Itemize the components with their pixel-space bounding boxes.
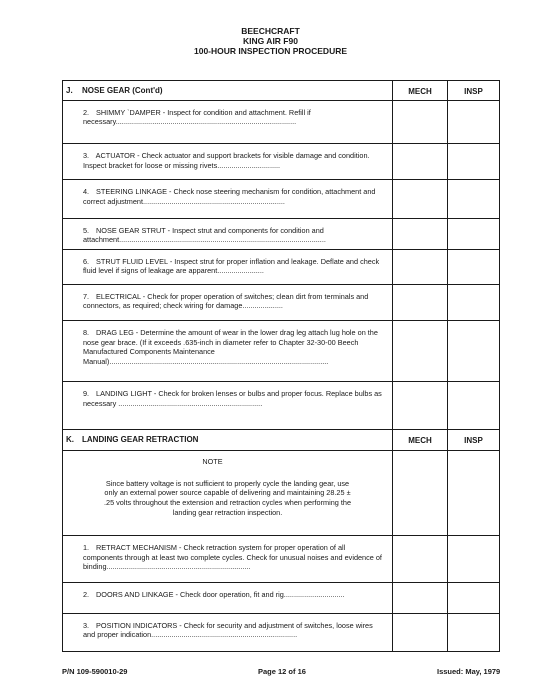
inspection-item-row — [63, 613, 500, 651]
section-k-header-row — [63, 429, 500, 451]
inspection-item-row — [63, 284, 500, 320]
note-text: Since battery voltage is not sufficient to properly cycle the landing gear, use only an external power source capable of delivering and maintaining 28.25 ± .25 volts throughout the extension and retraction cycles when performing the landing gear retraction inspection. — [103, 478, 352, 517]
mech-signoff-box[interactable] — [393, 613, 448, 651]
insp-signoff-box[interactable] — [448, 218, 500, 249]
aircraft-model: KING AIR F90 — [243, 36, 298, 46]
section-k-letter: K. — [66, 434, 74, 444]
inspection-item-row — [63, 320, 500, 381]
item-strut-fluid-level: 6. STRUT FLUID LEVEL - Inspect strut for proper inflation and leakage. Deflate and check fluid level if signs of leakage are apparent....................... — [83, 256, 380, 276]
insp-column-header: INSP — [448, 81, 500, 101]
mech-signoff-box[interactable] — [393, 144, 448, 180]
document-title: 100-HOUR INSPECTION PROCEDURE — [193, 46, 348, 56]
item-shimmy-damper: 2. SHIMMY `DAMPER - Inspect for condition and attachment. Refill if necessary......................................................................................... — [83, 107, 311, 127]
inspection-item-row — [63, 218, 500, 249]
insp-signoff-box[interactable] — [448, 100, 500, 143]
mech-column-header: MECH — [393, 429, 448, 451]
inspection-table — [62, 80, 500, 652]
section-j-letter: J. — [66, 86, 73, 95]
mech-signoff-box[interactable] — [393, 451, 448, 536]
inspection-item-row — [63, 249, 500, 284]
section-k-title-cell — [63, 429, 393, 451]
item-nose-gear-strut: 5. NOSE GEAR STRUT - Inspect strut and components for condition and attachment...................................................................................................... — [83, 225, 326, 245]
item-doors-and-linkage: 2. DOORS AND LINKAGE - Check door operation, fit and rig.............................. — [83, 589, 345, 599]
insp-column-header: INSP — [448, 429, 500, 451]
insp-signoff-box[interactable] — [448, 284, 500, 320]
insp-signoff-box[interactable] — [448, 536, 500, 583]
section-k-title: LANDING GEAR RETRACTION — [82, 434, 199, 444]
mech-signoff-box[interactable] — [393, 100, 448, 143]
publisher-name: BEECHCRAFT — [241, 26, 300, 36]
inspection-item-row — [63, 144, 500, 180]
item-retract-mechanism: 1. RETRACT MECHANISM - Check retraction system for proper operation of all components through at least two complete cycles. Check for unusual noises and evidence of binding....................................................................... — [83, 543, 382, 572]
item-drag-leg: 8. DRAG LEG - Determine the amount of wear in the lower drag leg attach lug hole on the nose gear brace. (If it exceeds .635-inch in diameter refer to Chapter 32-30-00 Beech Manufactured Components Maintenance Manual)............................................................................................................ — [83, 327, 378, 366]
mech-signoff-box[interactable] — [393, 320, 448, 381]
mech-column-header: MECH — [393, 81, 448, 101]
insp-signoff-box[interactable] — [448, 582, 500, 613]
insp-signoff-box[interactable] — [448, 381, 500, 429]
insp-signoff-box[interactable] — [448, 451, 500, 536]
inspection-item-row — [63, 536, 500, 583]
section-j-title-cell — [63, 81, 393, 101]
note-title: NOTE — [202, 457, 223, 467]
mech-signoff-box[interactable] — [393, 218, 448, 249]
section-j-title: NOSE GEAR (Cont'd) — [82, 86, 163, 95]
section-j-header-row — [63, 81, 500, 101]
item-position-indicators: 3. POSITION INDICATORS - Check for security and adjustment of switches, loose wires and proper indication........................................................................ — [83, 620, 373, 640]
inspection-item-row — [63, 381, 500, 429]
insp-signoff-box[interactable] — [448, 144, 500, 180]
note-row — [63, 451, 500, 536]
item-electrical: 7. ELECTRICAL - Check for proper operation of switches; clean dirt from terminals and connectors, as required; check wiring for damage.................... — [83, 291, 369, 311]
note-cell — [63, 451, 393, 536]
mech-signoff-box[interactable] — [393, 249, 448, 284]
item-landing-light: 9. LANDING LIGHT - Check for broken lenses or bulbs and proper focus. Replace bulbs as necessary ....................................................................... — [83, 388, 382, 408]
insp-signoff-box[interactable] — [448, 249, 500, 284]
mech-signoff-box[interactable] — [393, 180, 448, 218]
insp-signoff-box[interactable] — [448, 180, 500, 218]
item-steering-linkage: 4. STEERING LINKAGE - Check nose steering mechanism for condition, attachment and correct adjustment...................................................................... — [83, 187, 376, 206]
mech-signoff-box[interactable] — [393, 381, 448, 429]
inspection-item-row — [63, 180, 500, 218]
mech-signoff-box[interactable] — [393, 536, 448, 583]
inspection-item-row — [63, 100, 500, 143]
insp-signoff-box[interactable] — [448, 613, 500, 651]
page-number: Page 12 of 16 — [258, 667, 306, 676]
mech-signoff-box[interactable] — [393, 284, 448, 320]
inspection-item-row — [63, 582, 500, 613]
issue-date: Issued: May, 1979 — [437, 667, 501, 676]
item-actuator: 3. ACTUATOR - Check actuator and support brackets for visible damage and condition. Inspect bracket for loose or missing rivets............................... — [83, 151, 370, 170]
mech-signoff-box[interactable] — [393, 582, 448, 613]
insp-signoff-box[interactable] — [448, 320, 500, 381]
part-number: P/N 109-590010-29 — [62, 667, 128, 676]
